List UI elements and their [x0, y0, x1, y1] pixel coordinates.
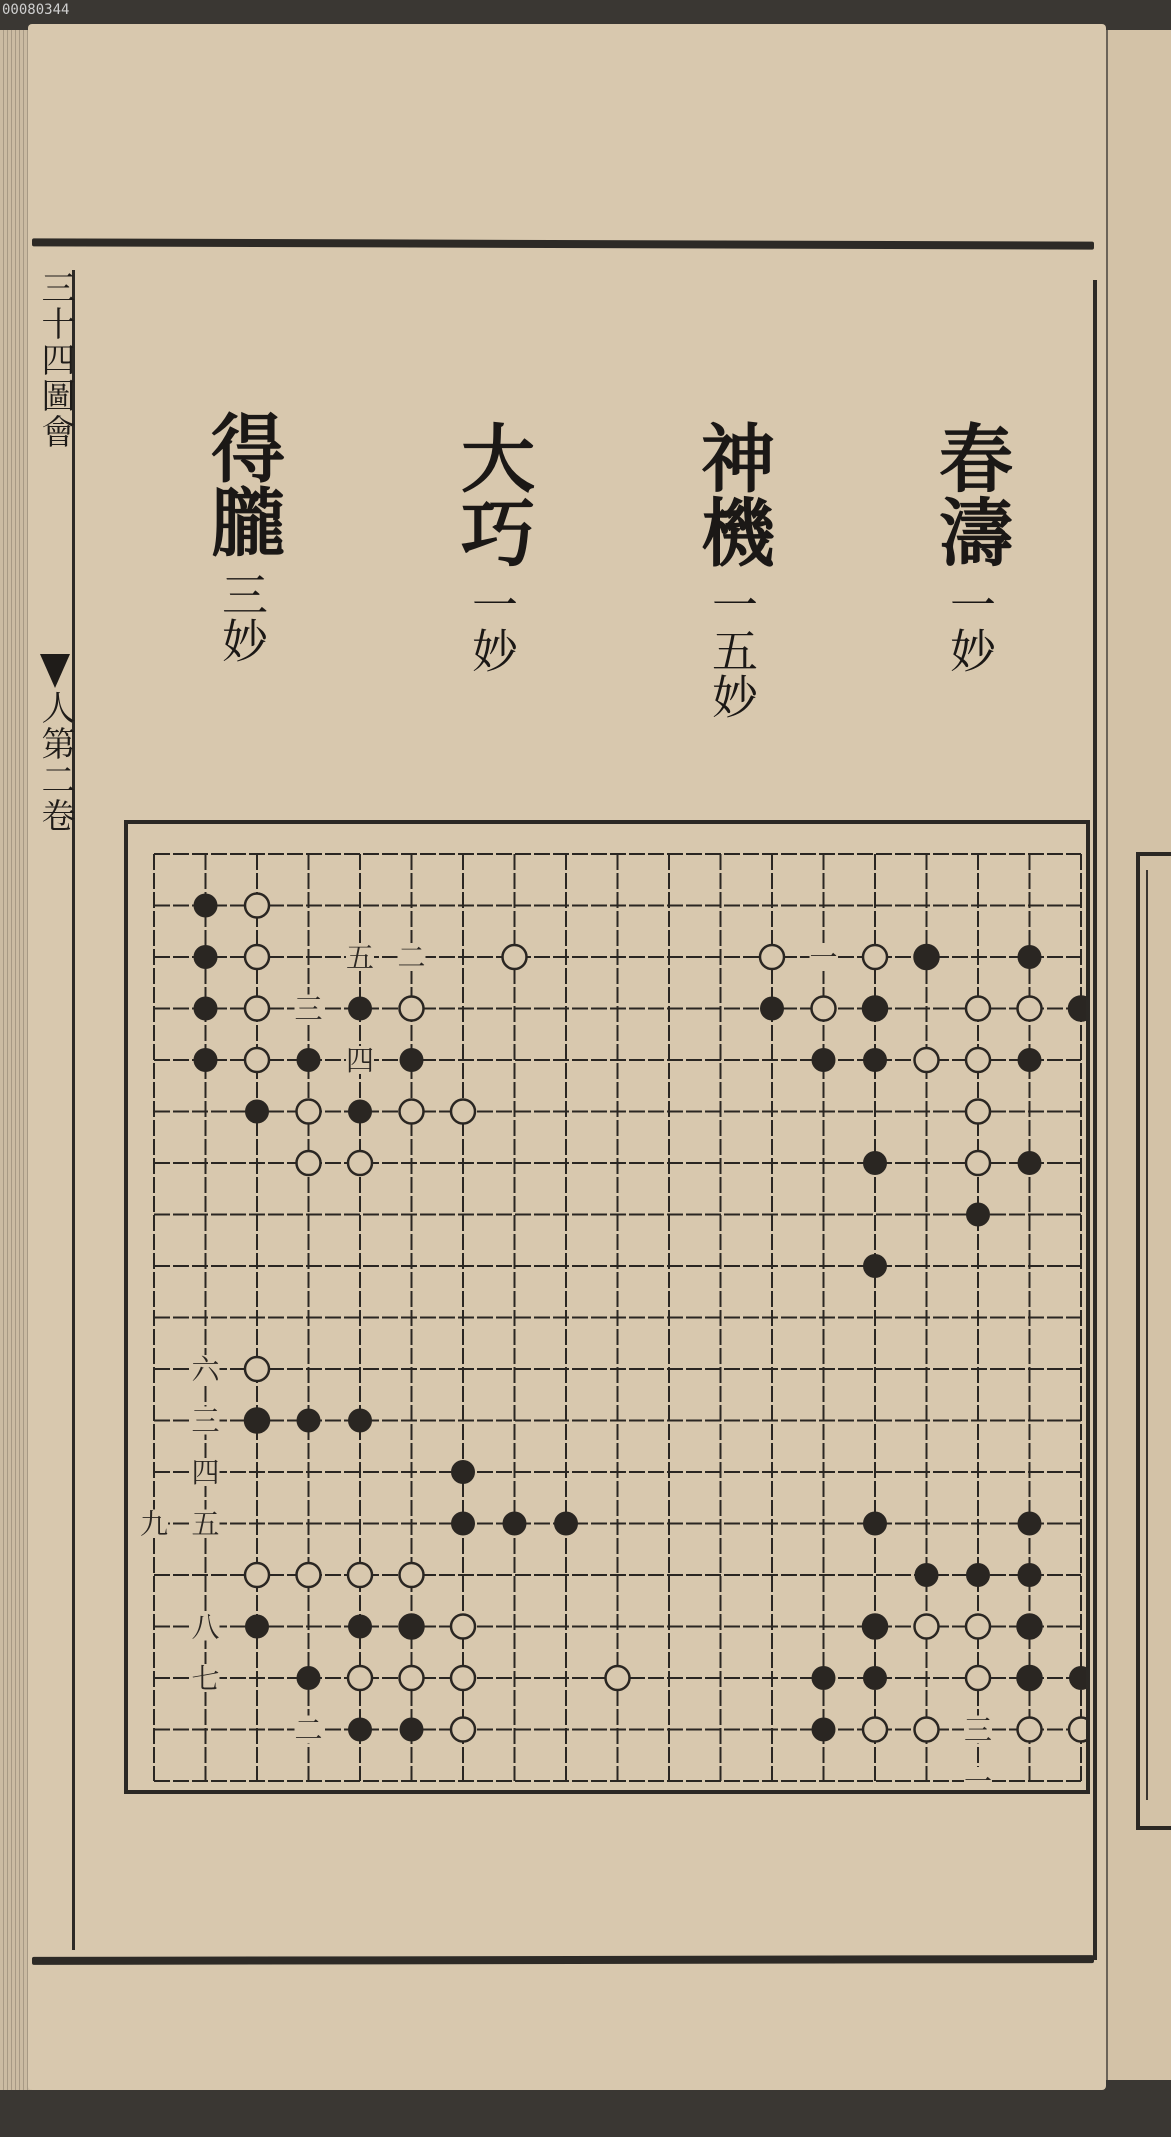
black-stone [1018, 1615, 1042, 1639]
white-stone [503, 945, 527, 969]
black-stone [297, 1409, 321, 1433]
move-number: 一 [809, 941, 838, 974]
move-number: 三 [191, 1404, 220, 1438]
problem-note: 一五妙 [705, 581, 759, 720]
white-stone [863, 945, 887, 969]
black-stone [348, 1718, 372, 1742]
white-stone [245, 1357, 269, 1381]
black-stone [760, 997, 784, 1021]
white-stone [915, 1615, 939, 1639]
move-number: 二 [294, 1713, 323, 1747]
black-stone [915, 1563, 939, 1587]
white-stone [245, 1048, 269, 1072]
black-stone [863, 1666, 887, 1690]
white-stone [297, 1563, 321, 1587]
black-stone [245, 1409, 269, 1433]
black-stone [863, 1048, 887, 1072]
black-stone [966, 1563, 990, 1587]
black-stone [812, 1718, 836, 1742]
black-stone [966, 1203, 990, 1227]
move-number: 四 [191, 1456, 220, 1489]
white-stone [451, 1718, 475, 1742]
move-number: 八 [191, 1610, 220, 1644]
black-stone [451, 1512, 475, 1536]
white-stone [400, 1666, 424, 1690]
move-number: 五 [191, 1507, 220, 1541]
right-frame-line [1093, 280, 1097, 1960]
black-stone [1018, 1666, 1042, 1690]
black-stone [1018, 1512, 1042, 1536]
white-stone [915, 1718, 939, 1742]
white-stone [400, 1100, 424, 1124]
white-stone [245, 945, 269, 969]
white-stone [400, 1563, 424, 1587]
go-board [124, 820, 1090, 1794]
white-stone [348, 1151, 372, 1175]
move-number: 三 [963, 1713, 993, 1747]
problem-title-1 [928, 420, 1012, 673]
move-number: 九 [139, 1507, 169, 1541]
white-stone [1018, 1718, 1042, 1742]
move-number: 二 [397, 941, 426, 974]
black-stone [348, 1100, 372, 1124]
move-number: 六 [191, 1353, 220, 1386]
problem-name: 春濤 [927, 420, 1013, 568]
move-number: 七 [191, 1662, 220, 1695]
black-stone [863, 1512, 887, 1536]
problem-note: 一妙 [943, 581, 997, 674]
white-stone [451, 1666, 475, 1690]
black-stone [348, 997, 372, 1021]
black-stone [863, 1151, 887, 1175]
spine-margin [35, 270, 75, 1950]
black-stone [863, 1615, 887, 1639]
black-stone [245, 1615, 269, 1639]
white-stone [966, 1666, 990, 1690]
black-stone [1018, 1151, 1042, 1175]
black-stone [1018, 1563, 1042, 1587]
black-stone [400, 1718, 424, 1742]
white-stone [966, 1151, 990, 1175]
problem-note: 一妙 [465, 581, 519, 674]
black-stone [194, 945, 218, 969]
white-stone [606, 1666, 630, 1690]
black-stone [194, 997, 218, 1021]
white-stone [966, 997, 990, 1021]
problem-title-2 [690, 420, 774, 719]
black-stone [1069, 1666, 1086, 1690]
next-page-edge [1106, 30, 1171, 2080]
scan-id: 00080344 [2, 2, 70, 18]
black-stone [915, 945, 939, 969]
black-stone [451, 1460, 475, 1484]
white-stone [297, 1151, 321, 1175]
move-number: 五 [345, 941, 375, 974]
black-stone [812, 1666, 836, 1690]
problem-title-3 [450, 420, 534, 673]
white-stone [400, 997, 424, 1021]
black-stone [1018, 1048, 1042, 1072]
white-stone [812, 997, 836, 1021]
white-stone [245, 1563, 269, 1587]
white-stone [863, 1718, 887, 1742]
white-stone [1069, 1718, 1086, 1742]
black-stone [503, 1512, 527, 1536]
white-stone [245, 997, 269, 1021]
white-stone [348, 1666, 372, 1690]
black-stone [812, 1048, 836, 1072]
black-stone [400, 1048, 424, 1072]
go-board-diagram [128, 824, 1086, 1790]
spine-section: 人第二卷 [35, 690, 75, 834]
move-number: 四 [345, 1044, 375, 1077]
black-stone [194, 894, 218, 918]
white-stone [1018, 997, 1042, 1021]
black-stone [863, 1254, 887, 1278]
black-stone [863, 997, 887, 1021]
white-stone [348, 1563, 372, 1587]
white-stone [451, 1615, 475, 1639]
problem-title-4 [200, 410, 284, 663]
move-number: 三 [294, 992, 323, 1026]
white-stone [245, 894, 269, 918]
move-number: 一 [963, 1765, 993, 1790]
white-stone [966, 1615, 990, 1639]
white-stone [297, 1100, 321, 1124]
problem-name: 神機 [689, 420, 775, 568]
white-stone [966, 1048, 990, 1072]
black-stone [554, 1512, 578, 1536]
black-stone [297, 1666, 321, 1690]
black-stone [348, 1409, 372, 1433]
black-stone [245, 1100, 269, 1124]
black-stone [297, 1048, 321, 1072]
problem-note: 三妙 [215, 571, 269, 664]
black-stone [400, 1615, 424, 1639]
white-stone [966, 1100, 990, 1124]
problem-name: 大巧 [449, 420, 535, 568]
white-stone [451, 1100, 475, 1124]
black-stone [1018, 945, 1042, 969]
white-stone [915, 1048, 939, 1072]
black-stone [348, 1615, 372, 1639]
black-stone [194, 1048, 218, 1072]
next-page-frame-line [1146, 870, 1171, 1800]
white-stone [760, 945, 784, 969]
spine-title: 三十四圖會 [35, 270, 75, 450]
problem-name: 得朧 [199, 410, 285, 558]
fish-tail-mark [40, 654, 70, 688]
